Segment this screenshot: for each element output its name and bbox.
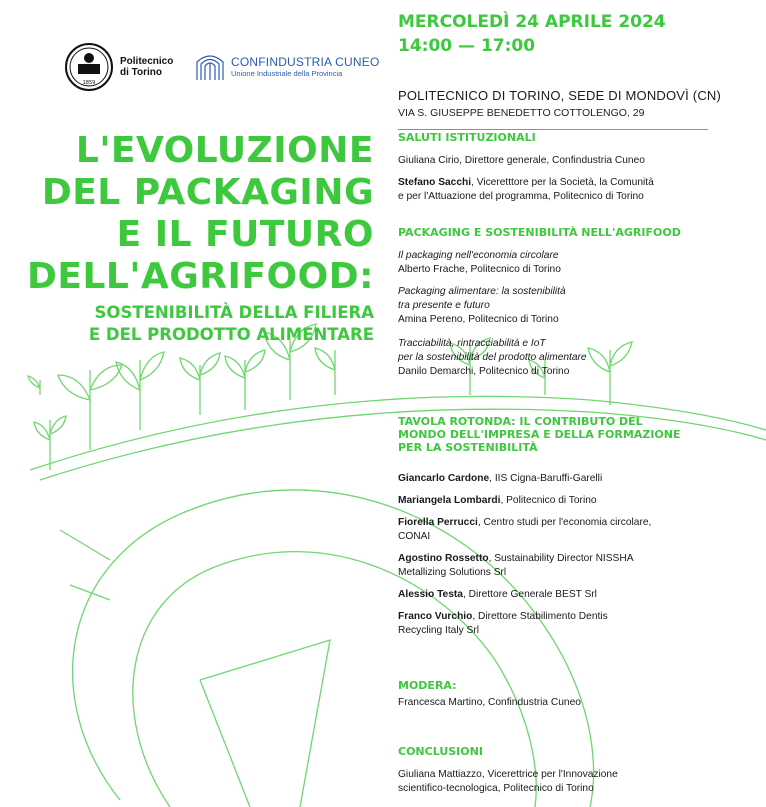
event-time: 14:00 — 17:00 [398,36,536,56]
panelist-5-name: Alessio Testa [398,589,463,600]
confindustria-logo [193,50,379,84]
saluti-entry-1-text: Giuliana Cirio, Direttore generale, Confindustria Cuneo [398,155,645,166]
confindustria-tagline: Unione Industriale della Provincia [231,69,343,78]
confindustria-name: CONFINDUSTRIA CUNEO [231,55,380,69]
section-title-tavola [398,415,680,454]
talk-2-title: Packaging alimentare: la sostenibilità [398,286,566,297]
panelist-6 [398,610,718,638]
event-venue: POLITECNICO DI TORINO, SEDE DI MONDOVÌ (CN) [398,88,722,103]
panelist-1-role: , IIS Cigna-Baruffi-Garelli [489,473,603,484]
panelist-3-role-2: CONAI [398,531,431,542]
panelist-6-name: Franco Vurchio [398,611,473,622]
tavola-title-line-1: TAVOLA ROTONDA: IL CONTRIBUTO DEL [398,415,643,428]
panelist-5 [398,588,718,602]
conclusioni-line-2: scientifico-tecnologica, Politecnico di Torino [398,783,594,794]
conclusioni-line-1: Giuliana Mattiazzo, Vicerettrice per l'Innovazione [398,769,618,780]
polito-name-line2: di Torino [120,67,163,78]
tavola-title-line-2: MONDO DELL'IMPRESA E DELLA FORMAZIONE [398,428,681,441]
subtitle-line-2: E DEL PRODOTTO ALIMENTARE [88,325,374,344]
panelist-5-role: , Direttore Generale BEST Srl [462,589,597,600]
panelist-2-name: Mariangela Lombardi [398,495,501,506]
arrow-tail [60,530,110,600]
event-address: VIA S. GIUSEPPE BENEDETTO COTTOLENGO, 29 [398,107,645,119]
panelist-3 [398,516,718,544]
arrow-head [200,640,330,807]
event-date: MERCOLEDÌ 24 APRILE 2024 [398,12,666,32]
tavola-title-line-3: PER LA SOSTENIBILITÀ [398,441,538,454]
subtitle-line-1: SOSTENIBILITÀ DELLA FILIERA [94,303,374,322]
panelist-2 [398,494,718,508]
talk-3-title-2: per la sostenibilità del prodotto alimentare [398,352,587,363]
talk-2-title-2: tra presente e futuro [398,300,490,311]
polito-name-line1: Politecnico [120,56,174,67]
polito-name [120,56,173,78]
moderator [398,696,718,710]
saluti-entry-2-role-2: e per l'Attuazione del programma, Politecnico di Torino [398,191,644,202]
saluti-entry-1 [398,154,718,168]
panelist-4-name: Agostino Rossetto [398,553,489,564]
confindustria-emblem-icon [193,50,227,84]
section-title-modera: MODERA: [398,679,457,692]
title-line-4: DELL'AGRIFOOD: [27,256,374,297]
event-title [14,130,374,346]
saluti-entry-2-name: Stefano Sacchi [398,177,472,188]
panelist-6-role: , Direttore Stabilimento Dentis [472,611,608,622]
polito-logo [64,42,173,92]
moderator-name: Francesca Martino, Confindustria Cuneo [398,697,581,708]
talk-1-speaker: Alberto Frache, Politecnico di Torino [398,264,561,275]
section-title-packaging: PACKAGING E SOSTENIBILITÀ NELL'AGRIFOOD [398,226,681,239]
talk-3-speaker: Danilo Demarchi, Politecnico di Torino [398,366,570,377]
title-line-1: L'EVOLUZIONE [75,130,374,171]
panelist-3-name: Fiorella Perrucci [398,517,478,528]
section-title-conclusioni: CONCLUSIONI [398,745,483,758]
panelist-1 [398,472,718,486]
polito-emblem-icon [64,42,114,92]
panelist-4 [398,552,718,580]
talk-1 [398,249,718,277]
polito-year: 1859 [82,80,96,86]
panelist-4-role-2: Metallizing Solutions Srl [398,567,507,578]
conclusioni-entry [398,768,718,796]
title-line-2: DEL PACKAGING [41,172,374,213]
saluti-entry-2 [398,176,718,204]
saluti-entry-2-role: , Viceretttore per la Società, la Comunità [471,177,654,188]
panelist-1-name: Giancarlo Cardone [398,473,490,484]
panelist-3-role: , Centro studi per l'economia circolare, [477,517,652,528]
talk-2-speaker: Amina Pereno, Politecnico di Torino [398,314,559,325]
program-sections [398,0,738,807]
panelist-2-role: , Politecnico di Torino [500,495,597,506]
section-title-saluti: SALUTI ISTITUZIONALI [398,131,536,144]
talk-1-title: Il packaging nell'economia circolare [398,250,559,261]
panelist-4-role: , Sustainability Director NISSHA [488,553,634,564]
title-line-3: E IL FUTURO [116,214,374,255]
talk-3-title: Tracciabilità, rintracciabilità e IoT [398,338,546,349]
talk-2 [398,285,718,327]
panelist-6-role-2: Recycling Italy Srl [398,625,479,636]
talk-3 [398,337,718,379]
